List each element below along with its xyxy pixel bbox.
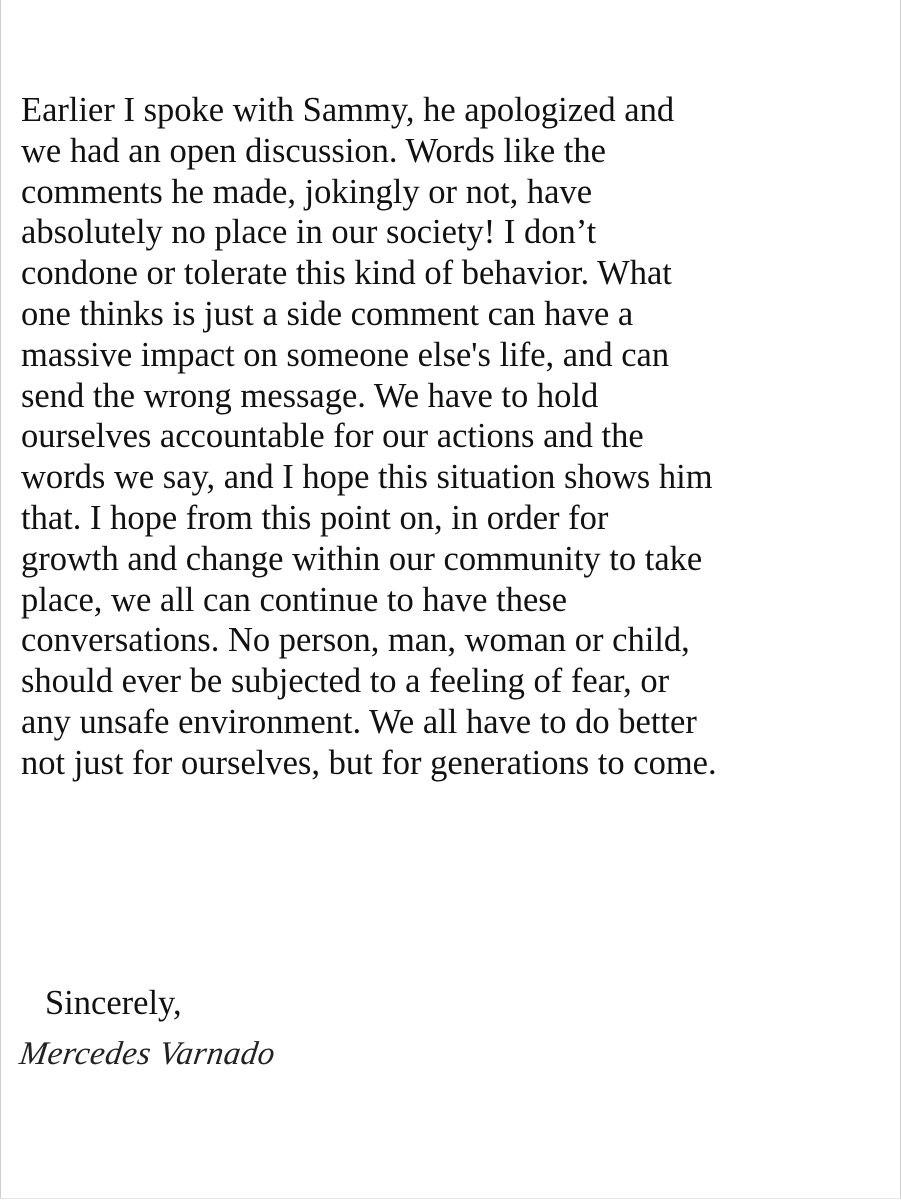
paragraph-line: Earlier I spoke with Sammy, he apologized and [21, 91, 675, 129]
paragraph-line: place, we all can continue to have these [21, 580, 568, 619]
signature: Mercedes Varnado [17, 1036, 278, 1072]
paragraph-line: words we say, and I hope this situation shows him [21, 458, 713, 497]
paragraph-line: conversations. No person, man, woman or child, [21, 621, 690, 660]
paragraph-line: send the wrong message. We have to hold [21, 376, 599, 415]
paragraph-line: we had an open discussion. Words like the [21, 131, 606, 170]
paragraph-line: massive impact on someone else's life, and can [21, 335, 670, 374]
paragraph-line: should ever be subjected to a feeling of fear, or [21, 662, 670, 701]
paragraph-line: growth and change within our community to take [21, 539, 703, 578]
paragraph-line: absolutely no place in our society! I don’t [21, 213, 597, 252]
paragraph-line: comments he made, jokingly or not, have [21, 172, 593, 211]
statement-paragraph [21, 90, 891, 784]
closing-salutation: Sincerely, [45, 984, 182, 1022]
paragraph-line: condone or tolerate this kind of behavior. What [21, 254, 672, 293]
paragraph-line: ourselves accountable for our actions and the [21, 417, 644, 456]
paragraph-line: any unsafe environment. We all have to do better [21, 702, 697, 741]
paragraph-line: that. I hope from this point on, in order for [21, 498, 609, 537]
paragraph-line: not just for ourselves, but for generations to come. [21, 743, 717, 782]
paragraph-line: one thinks is just a side comment can have a [21, 294, 634, 333]
